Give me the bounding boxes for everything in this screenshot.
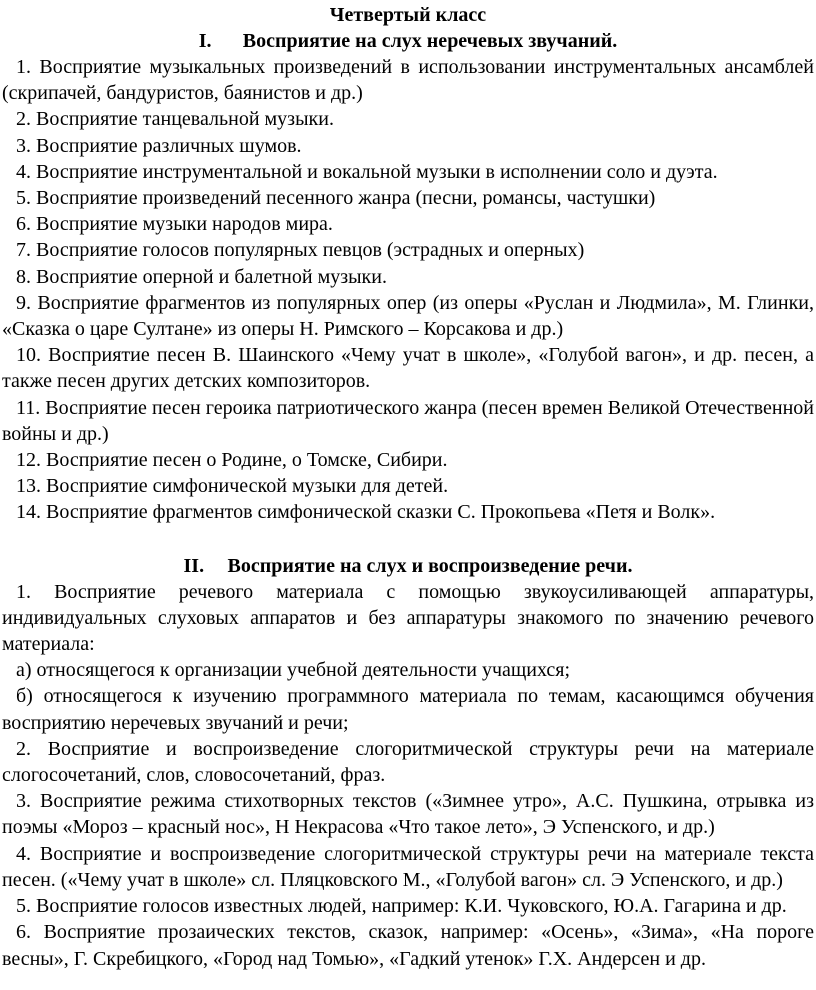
- section-1-item-5: 5. Восприятие произведений песенного жанра (песни, романсы, частушки): [16, 187, 656, 210]
- section-1-item-14: 14. Восприятие фрагментов симфонической сказки С. Прокопьева «Петя и Волк».: [16, 501, 716, 524]
- section-1-item-13: 13. Восприятие симфонической музыки для детей.: [16, 475, 449, 498]
- section-2-item-2: 2. Восприятие и воспроизведение слогоритмической структуры речи на материале слогосочетаний, слов, словосочетаний, фраз.: [2, 737, 814, 787]
- section-2-number: II.: [183, 554, 205, 577]
- section-2-item-1a: а) относящегося к организации учебной деятельности учащихся;: [16, 659, 571, 682]
- section-1-item-2: 2. Восприятие танцевальной музыки.: [16, 108, 334, 131]
- section-1-item-7: 7. Восприятие голосов популярных певцов (эстрадных и оперных): [16, 239, 585, 262]
- section-1-item-11: 11. Восприятие песен героика патриотического жанра (песен времен Великой Отечественной войны и др.): [2, 396, 814, 445]
- section-2-item-4: 4. Восприятие и воспроизведение слогоритмической структуры речи на материале текста песен. («Чему учат в школе» сл. Пляцковского М., «Голубой вагон» сл. Э Успенского, и др.): [2, 842, 814, 891]
- section-1-title: Восприятие на слух неречевых звучаний.: [242, 30, 618, 52]
- section-1-item-6: 6. Восприятие музыки народов мира.: [16, 213, 333, 236]
- section-2-title: Восприятие на слух и воспроизведение речи.: [227, 554, 633, 577]
- document-title: Четвертый класс: [329, 4, 487, 26]
- section-2-item-3: 3. Восприятие режима стихотворных текстов («Зимнее утро», А.С. Пушкина, отрывка из поэмы «Мороз – красный нос», Н Некрасова «Что такое лето», Э Успенского, и др.): [2, 790, 814, 839]
- section-1-item-4: 4. Восприятие инструментальной и вокальной музыки в исполнении соло и дуэта.: [16, 160, 718, 183]
- section-spacer: [2, 526, 814, 553]
- section-1-item-10: 10. Восприятие песен В. Шаинского «Чему учат в школе», «Голубой вагон», и др. песен, а также песен других детских композиторов.: [2, 344, 814, 393]
- section-1-item-9: 9. Восприятие фрагментов из популярных опер (из оперы «Руслан и Людмила», М. Глинки, «Сказка о царе Султане» из оперы Н. Римского – Корсакова и др.): [2, 291, 814, 341]
- section-1-item-12: 12. Восприятие песен о Родине, о Томске, Сибири.: [16, 449, 448, 472]
- section-2-item-5: 5. Восприятие голосов известных людей, например: К.И. Чуковского, Ю.А. Гагарина и др.: [16, 895, 787, 918]
- section-2-item-1: 1. Восприятие речевого материала с помощью звукоусиливающей аппаратуры, индивидуальных слуховых аппаратов и без аппаратуры знакомого по значению речевого материала:: [2, 580, 814, 656]
- section-1-number: I.: [198, 30, 212, 52]
- section-1-item-1: 1. Восприятие музыкальных произведений в использовании инструментальных ансамблей (скрипачей, бандуристов, баянистов и др.): [2, 56, 814, 105]
- section-2-item-1b: б) относящегося к изучению программного материала по темам, касающимся обучения восприятию неречевых звучаний и речи;: [2, 685, 814, 734]
- section-1-heading: [2, 28, 814, 54]
- section-1-item-3: 3. Восприятие различных шумов.: [16, 134, 302, 157]
- document-page: [0, 2, 816, 990]
- section-1-item-8: 8. Восприятие оперной и балетной музыки.: [16, 265, 387, 288]
- section-2-item-6: 6. Восприятие прозаических текстов, сказок, например: «Осень», «Зима», «На пороге весны», Г. Скребицкого, «Город над Томью», «Гадкий утенок» Г.Х. Андерсен и др.: [2, 921, 814, 970]
- section-2-heading: [2, 553, 814, 579]
